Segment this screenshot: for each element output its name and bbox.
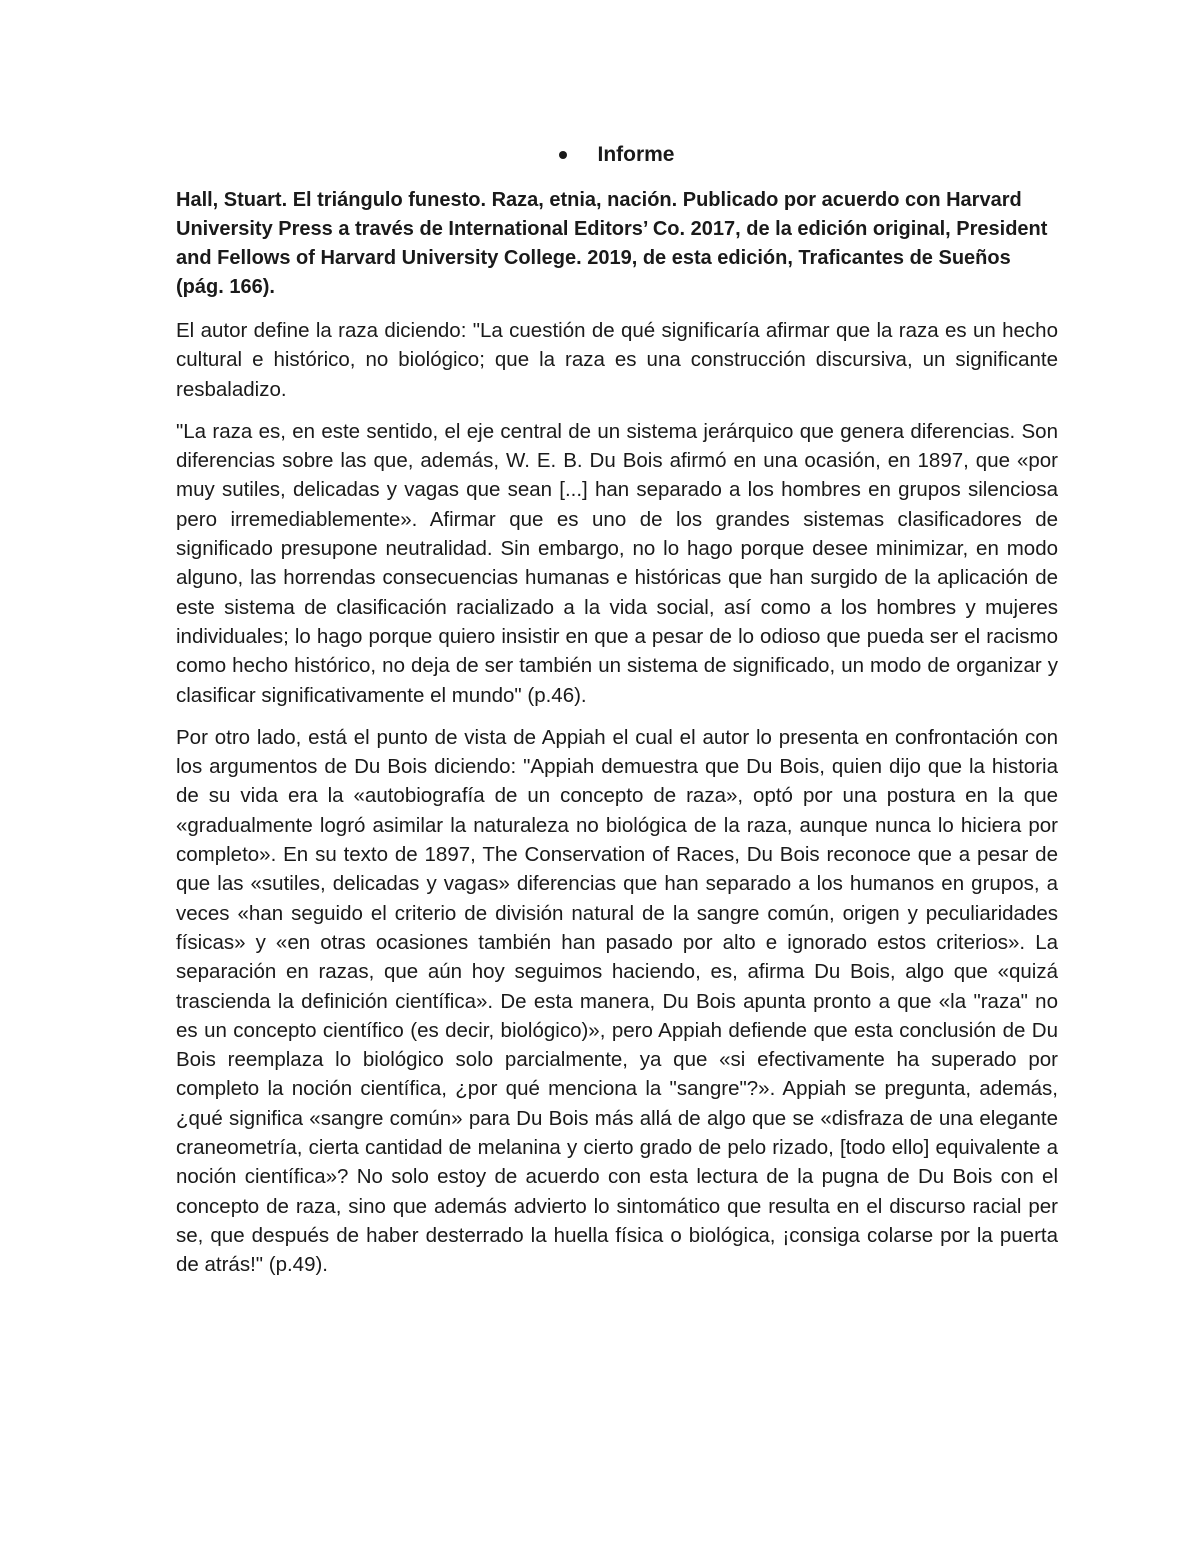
bibliographic-reference: Hall, Stuart. El triángulo funesto. Raza, etnia, nación. Publicado por acuerdo con Harvard University Press a través de International Editors’ Co. 2017, de la edición original, President and Fellows of Harvard University College. 2019, de esta edición, Traficantes de Sueños (pág. 166). — [176, 189, 1048, 298]
section-heading — [176, 140, 1058, 170]
bullet-icon — [559, 151, 567, 159]
paragraph-quote-hall: "La raza es, en este sentido, el eje central de un sistema jerárquico que genera diferencias. Son diferencias sobre las que, además, W. E. B. Du Bois afirmó en una ocasión, en 1897, que «por muy sutiles, delicadas y vagas que sean [...] han separado a los hombres en grupos silenciosa pero irremediablemente». Afirmar que es uno de los grandes sistemas clasificadores de significado presupone neutralidad. Sin embargo, no lo hago porque desee minimizar, en modo alguno, las horrendas consecuencias humanas e históricas que han surgido de la aplicación de este sistema de clasificación racializado a la vida social, así como a los hombres y mujeres individuales; lo hago porque quiero insistir en que a pesar de lo odioso que pueda ser el racismo como hecho histórico, no deja de ser también un sistema de significado, un modo de organizar y clasificar significativamente el mundo" (p.46). — [176, 419, 1058, 707]
paragraph-appiah: Por otro lado, está el punto de vista de Appiah el cual el autor lo presenta en confrontación con los argumentos de Du Bois diciendo: "Appiah demuestra que Du Bois, quien dijo que la historia de su vida era la «autobiografía de un concepto de raza», optó por una postura en la que «gradualmente logró asimilar la naturaleza no biológica de la raza, aunque nunca lo hiciera por completo». En su texto de 1897, The Conservation of Races, Du Bois reconoce que a pesar de que las «sutiles, delicadas y vagas» diferencias que han separado a los humanos en grupos, a veces «han seguido el criterio de división natural de la sangre común, origen y peculiaridades físicas» y «en otras ocasiones también han pasado por alto e ignorado estos criterios». La separación en razas, que aún hoy seguimos haciendo, es, afirma Du Bois, algo que «quizá trascienda la definición científica». De esta manera, Du Bois apunta pronto a que «la "raza" no es un concepto científico (es decir, biológico)», pero Appiah defiende que esta conclusión de Du Bois reemplaza lo biológico solo parcialmente, ya que «si efectivamente ha superado por completo la noción científica, ¿por qué menciona la "sangre"?». Appiah se pregunta, además, ¿qué significa «sangre común» para Du Bois más allá de algo que se «disfraza de una elegante craneometría, cierta cantidad de melanina y cierto grado de pelo rizado, [todo ello] equivalente a noción científica»? No solo estoy de acuerdo con esta lectura de la pugna de Du Bois con el concepto de raza, sino que además advierto lo sintomático que resulta en el discurso racial per se, que después de haber desterrado la huella física o biológica, ¡consiga colarse por la puerta de atrás!" (p.49). — [176, 725, 1058, 1277]
heading-text: Informe — [597, 143, 675, 166]
document-page — [176, 140, 1058, 1293]
paragraph-definition: El autor define la raza diciendo: "La cuestión de qué significaría afirmar que la raza es un hecho cultural e histórico, no biológico; que la raza es una construcción discursiva, un significante resbaladizo. — [176, 319, 1058, 401]
